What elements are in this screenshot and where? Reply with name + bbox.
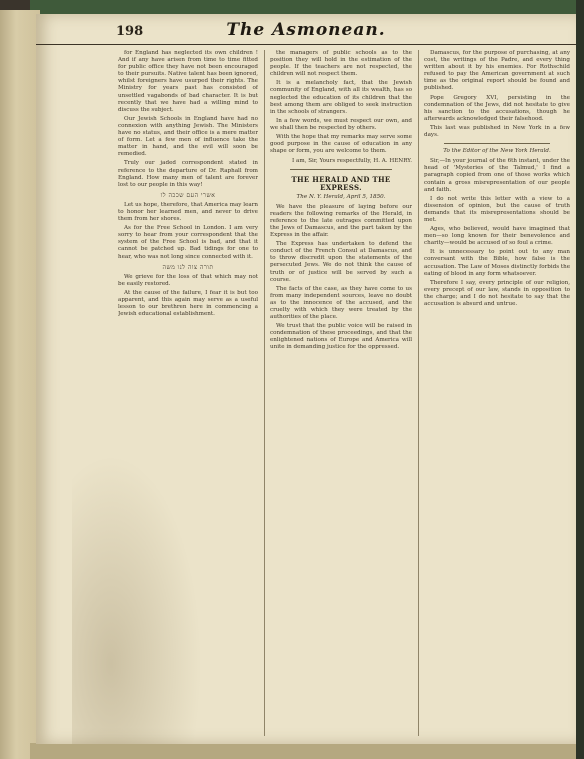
column-middle [270,50,412,736]
paragraph: At the cause of the failure, I fear it is but too apparent, and this again may serve as a useful lesson to our brethren here in commencing a Jewish educational establishment. [118,289,258,318]
paragraph: It is a melancholy fact, that the Jewish community of England, with all its wealth, has so neglected the education of its children that the best among them are obliged to seek instruction in the schools of strangers. [270,80,412,115]
paragraph: The Express has undertaken to defend the conduct of the French Consul at Damascus, and to throw discredit upon the statements of the persecuted Jews. We do not think the cause of truth or of justice will be served by such a course. [270,241,412,283]
column-left [118,50,258,736]
section-divider [444,143,550,144]
paragraph: With the hope that my remarks may serve some good purpose in the cause of education in any shape or form, you are welcome to them. [270,134,412,155]
article-subheading: The N. Y. Herald, April 5, 1850. [296,193,386,200]
paragraph: the managers of public schools as to the position they will hold in the estimation of the people. If the teachers are not respected, the children will not respect them. [270,50,412,78]
hebrew-quotation: אשרי העם שככה לו [160,191,216,199]
paragraph: We grieve for the loss of that which may not be easily restored. [118,273,258,287]
paragraph: We have the pleasure of laying before our readers the following remarks of the Herald, in reference to the late outrages committed upon the Jews of Damascus, and the part taken by the Express in the affair. [270,203,412,239]
page-stack-bottom [30,743,584,759]
paragraph: Damascus, for the purpose of purchasing, at any cost, the writings of the Padre, and every thing written about it by his enemies. For Rothschild refused to pay the American government at such time as the original report should be found and published. [424,50,570,92]
letter-heading: To the Editor of the New York Herald. [443,148,551,155]
book-cover-right [576,0,584,759]
paragraph: Sir,—In your journal of the 6th instant, under the head of 'Mysteries of the Talmud,' I find a paragraph copied from one of those works which contain a gross misrepresentation of our people and faith. [424,158,570,193]
article-heading: THE HERALD AND THE EXPRESS. [291,175,391,192]
book-cover-top [30,0,584,14]
column-right [424,50,570,736]
paragraph: Ages, who believed, would have imagined that men—so long known for their benevolence and charity—would be accused of so foul a crime. [424,226,570,247]
paragraph: Let us hope, therefore, that America may learn to honor her learned men, and never to drive them from her shores. [118,201,258,223]
paragraph: for England has neglected its own children ! And if any have arisen from time to time fitted for public office they have not been encouraged to their pursuits. Native talent has been ignored, whilst foreigners have usurped their rights. The Ministry for years past has consisted of unsettled vagabonds of bad character. It is but recently that we have had a willing mind to discuss the subject. [118,50,258,113]
paragraph: It is unnecessary to point out to any man conversant with the Bible, how false is the accusation. The Law of Moses distinctly forbids the eating of blood in any form whatsoever. [424,249,570,277]
paragraph: We trust that the public voice will be raised in condemnation of these proceedings, and that the enlightened nations of Europe and America will unite in demanding justice for the oppressed. [270,323,412,351]
letter-signature: I am, Sir, Yours respectfully, H. A. HENRY. [292,158,412,165]
paragraph: I do not write this letter with a view to a dissension of opinion, but the cause of truth demands that its misrepresentations should be met. [424,195,570,223]
column-divider [264,50,265,736]
paragraph: Therefore I say, every principle of our religion, every precept of our law, stands in opposition to the charge; and I do not hesitate to say that the accusation is absurd and untrue. [424,279,570,307]
page-stack-edge [0,10,40,759]
paragraph: This last was published in New York in a few days. [424,124,570,139]
section-divider [290,169,392,170]
paragraph: Truly our jaded correspondent stated in reference to the departure of Dr. Raphall from England. How many men of talent are forever lost to our people in this way! [118,160,258,188]
column-divider [418,50,419,736]
page-header [36,14,576,45]
hebrew-quotation: תורה צוה לנו משה [162,263,214,271]
newspaper-page [36,14,576,744]
paragraph: As for the Free School in London. I am very sorry to hear from your correspondent that the system of the Free School is bad, and that it cannot be patched up. Bad tidings for one to hear, who was not long since connected with it. [118,225,258,260]
paragraph: In a few words, we must respect our own, and we shall then be respected by others. [270,117,412,131]
paragraph: Our Jewish Schools in England have had no connexion with anything Jewish. The Ministers have no status, and their office is a mere matter of form. Let a few men of influence take the matter in hand, and the evil will soon be remedied. [118,115,258,158]
paragraph: Pope Gregory XVI, persisting in the condemnation of the Jews, did not hesitate to give his sanction to the accusations, though he afterwards acknowledged their falsehood. [424,94,570,122]
masthead: The Asmonean. [226,20,386,40]
page-number: 198 [116,24,144,39]
paragraph: The facts of the case, as they have come to us from many independent sources, leave no doubt as to the innocence of the accused, and the cruelty with which they were treated by the authorities of the place. [270,285,412,321]
